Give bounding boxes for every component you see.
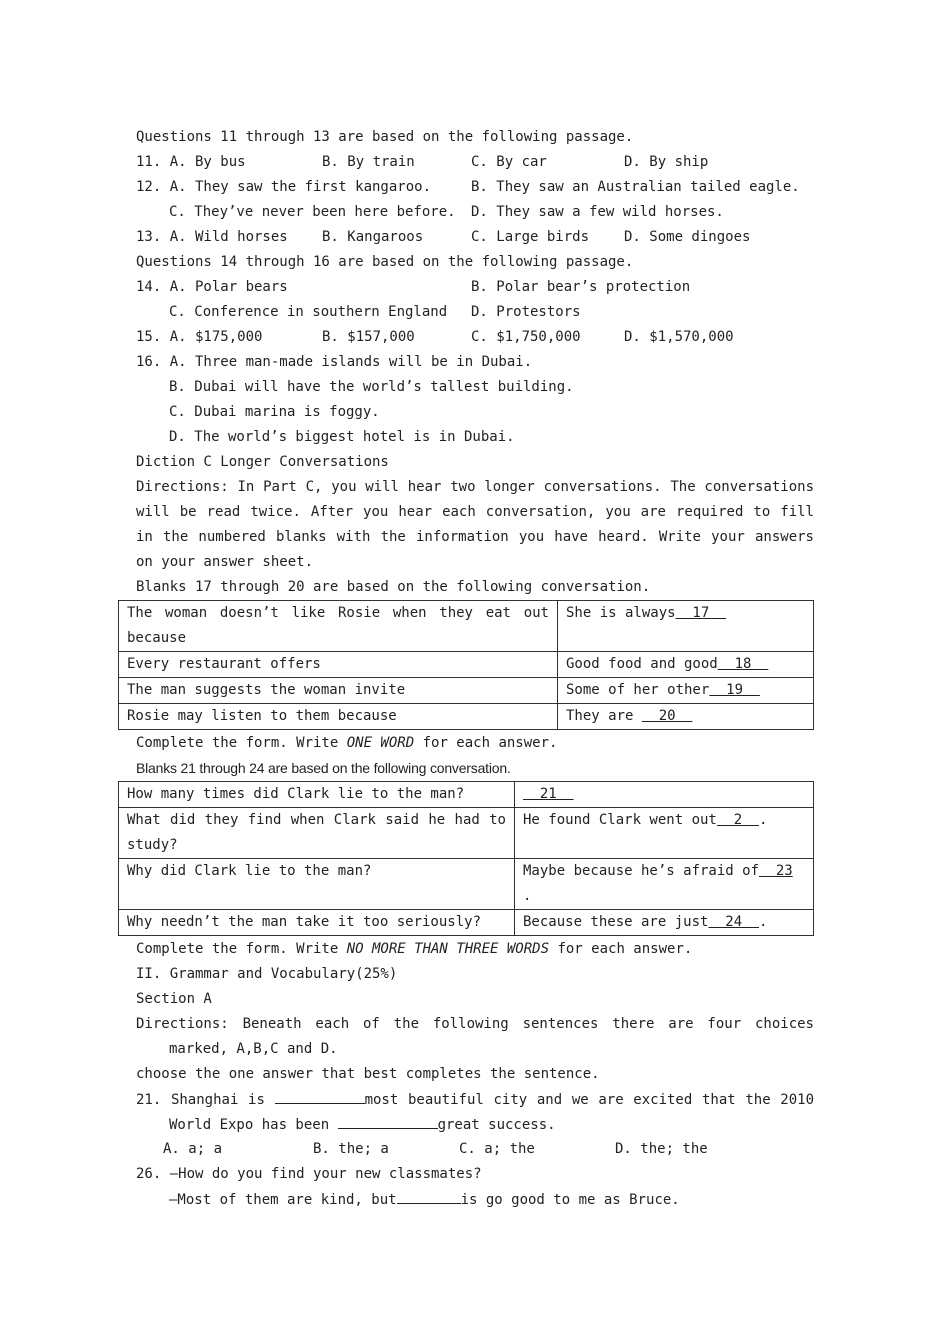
option-c: C. Large birds xyxy=(471,229,590,245)
answer-blank: 17 xyxy=(675,605,727,621)
option-b: B. Kangaroos xyxy=(322,229,424,245)
form-note: Complete the form. Write NO MORE THAN THREE WORDS for each answer. xyxy=(136,941,693,957)
table-row xyxy=(119,859,814,910)
answer-blank: 2 xyxy=(716,812,760,828)
table-cell: Rosie may listen to them because xyxy=(119,704,558,730)
part-2-title: II. Grammar and Vocabulary(25%) xyxy=(136,966,398,982)
option-c: C. They’ve never been here before. xyxy=(169,204,456,220)
form-table-2 xyxy=(118,781,814,936)
option-d: D. They saw a few wild horses. xyxy=(471,204,724,220)
option-a: 14. A. Polar bears xyxy=(136,279,288,295)
table-cell: She is always 17 xyxy=(558,601,814,652)
form-note: Complete the form. Write ONE WORD for each answer. xyxy=(136,735,558,751)
table-cell: How many times did Clark lie to the man? xyxy=(119,782,515,808)
option-b: B. the; a xyxy=(313,1141,389,1157)
answer-blank: 19 xyxy=(709,682,760,698)
table-cell: The woman doesn’t like Rosie when they eat out because xyxy=(127,605,549,646)
answer-blank: 23 xyxy=(759,863,793,879)
option-d: D. Protestors xyxy=(471,304,581,320)
question-16-c: C. Dubai marina is foggy. xyxy=(169,404,380,420)
table-cell: Some of her other 19 xyxy=(558,678,814,704)
question-11 xyxy=(136,150,814,175)
option-a: A. a; a xyxy=(163,1141,223,1157)
table-row xyxy=(119,782,814,808)
question-26-line2: —Most of them are kind, but is go good to me as Bruce. xyxy=(136,1187,814,1212)
question-21-line2: World Expo has been great success. xyxy=(136,1112,814,1137)
option-b: B. Polar bear’s protection xyxy=(471,279,691,295)
section-a-directions-3: choose the one answer that best completes the sentence. xyxy=(136,1066,600,1082)
table-row xyxy=(119,678,814,704)
answer-blank xyxy=(397,1187,461,1204)
form-table-1 xyxy=(118,600,814,730)
question-16-a: 16. A. Three man-made islands will be in Dubai. xyxy=(136,354,533,370)
blanks-intro: Blanks 21 through 24 are based on the following conversation. xyxy=(136,760,511,776)
part-c-title: Diction C Longer Conversations xyxy=(136,454,389,470)
option-c: C. $1,750,000 xyxy=(471,329,581,345)
table-cell: Every restaurant offers xyxy=(119,652,558,678)
table-cell: Maybe because he’s afraid of 23 . xyxy=(515,859,814,910)
option-c: C. a; the xyxy=(459,1141,535,1157)
section-a-directions-2: marked, A,B,C and D. xyxy=(169,1041,338,1057)
question-26-line1: 26. —How do you find your new classmates? xyxy=(136,1166,482,1182)
option-d: D. By ship xyxy=(624,154,709,170)
answer-blank xyxy=(338,1112,438,1129)
table-cell: Good food and good 18 xyxy=(558,652,814,678)
table-row xyxy=(119,808,814,859)
table-cell: Why did Clark lie to the man? xyxy=(119,859,515,910)
answer-blank: 21 xyxy=(523,786,574,802)
table-row xyxy=(119,601,814,652)
section-a-directions-1: Directions: Beneath each of the following sentences there are four choices xyxy=(136,1016,814,1032)
table-cell: They are 20 xyxy=(558,704,814,730)
table-cell: Because these are just 24 . xyxy=(515,910,814,936)
answer-blank: 18 xyxy=(717,656,769,672)
option-b: B. By train xyxy=(322,154,415,170)
answer-blank xyxy=(275,1087,365,1104)
table-cell: The man suggests the woman invite xyxy=(119,678,558,704)
section-intro: Questions 14 through 16 are based on the following passage. xyxy=(136,254,634,270)
question-21-line1: 21. Shanghai is most beautiful city and we are excited that the 2010 xyxy=(136,1087,814,1112)
option-a: 15. A. $175,000 xyxy=(136,329,263,345)
answer-blank: 20 xyxy=(641,708,693,724)
table-cell: What did they find when Clark said he had to study? xyxy=(127,812,506,853)
part-c-directions-2: will be read twice. After you hear each conversation, you are required to fill xyxy=(136,504,814,520)
option-d: D. Some dingoes xyxy=(624,229,751,245)
option-a: 11. A. By bus xyxy=(136,154,246,170)
answer-blank: 24 xyxy=(708,914,760,930)
exam-page xyxy=(127,125,814,1212)
part-c-directions-1: Directions: In Part C, you will hear two longer conversations. The conversations xyxy=(136,479,814,495)
question-21-options xyxy=(136,1137,814,1162)
question-14-row2 xyxy=(136,300,814,325)
option-a: 12. A. They saw the first kangaroo. xyxy=(136,179,432,195)
question-12-row2 xyxy=(136,200,814,225)
section-a-title: Section A xyxy=(136,991,212,1007)
option-c: C. Conference in southern England xyxy=(169,304,448,320)
option-c: C. By car xyxy=(471,154,547,170)
option-b: B. They saw an Australian tailed eagle. xyxy=(471,179,800,195)
option-a: 13. A. Wild horses xyxy=(136,229,288,245)
table-row xyxy=(119,704,814,730)
question-14-row1 xyxy=(136,275,814,300)
table-cell xyxy=(515,782,814,808)
part-c-directions-3: in the numbered blanks with the information you have heard. Write your answers xyxy=(136,529,814,545)
question-13 xyxy=(136,225,814,250)
blanks-intro: Blanks 17 through 20 are based on the following conversation. xyxy=(136,579,651,595)
section-intro: Questions 11 through 13 are based on the following passage. xyxy=(136,129,634,145)
question-12-row1 xyxy=(136,175,814,200)
option-b: B. $157,000 xyxy=(322,329,415,345)
question-15 xyxy=(136,325,814,350)
table-cell: Why needn’t the man take it too seriously? xyxy=(119,910,515,936)
question-16-d: D. The world’s biggest hotel is in Dubai. xyxy=(169,429,515,445)
question-16-b: B. Dubai will have the world’s tallest building. xyxy=(169,379,574,395)
option-d: D. $1,570,000 xyxy=(624,329,734,345)
part-c-directions-4: on your answer sheet. xyxy=(136,554,314,570)
table-row xyxy=(119,910,814,936)
option-d: D. the; the xyxy=(615,1141,708,1157)
table-cell: He found Clark went out 2 . xyxy=(515,808,814,859)
table-row xyxy=(119,652,814,678)
